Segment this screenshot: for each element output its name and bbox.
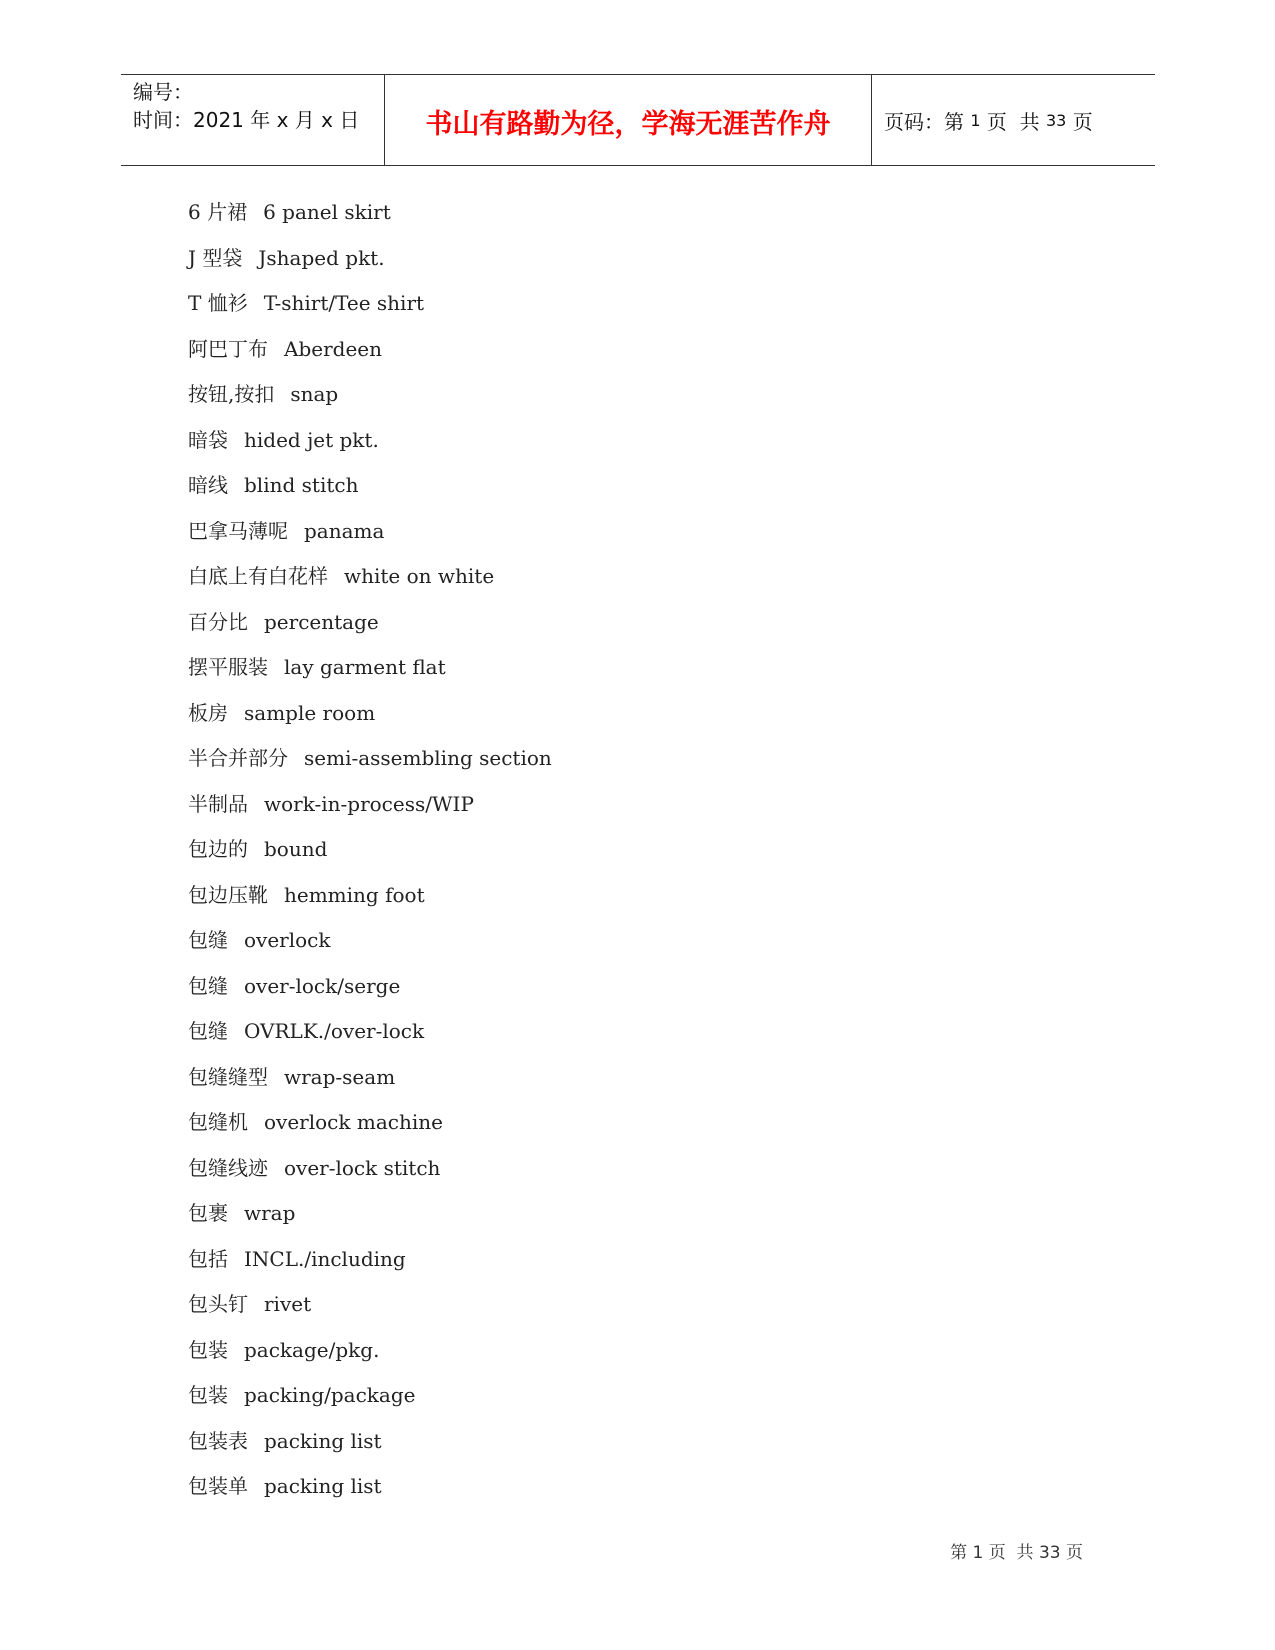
entry-chinese-term: 摆平服装	[188, 655, 268, 679]
entry-chinese-term: 白底上有白花样	[188, 564, 328, 588]
entry-english-term: overlock	[244, 928, 331, 952]
glossary-entry	[188, 281, 1088, 327]
glossary-entry	[188, 736, 1088, 782]
entry-chinese-term: 巴拿马薄呢	[188, 518, 288, 543]
entry-english-term: packing list	[264, 1428, 382, 1453]
entry-english-term: Jshaped pkt.	[258, 245, 385, 270]
glossary-entry	[188, 1419, 1088, 1465]
entry-english-term: overlock machine	[264, 1110, 443, 1134]
entry-english-term: wrap-seam	[284, 1064, 396, 1089]
entry-english-term: white on white	[344, 564, 495, 588]
entry-chinese-term: 包缝	[188, 928, 228, 952]
entry-chinese-term: 包装	[188, 1383, 228, 1407]
page-footer	[950, 1538, 1083, 1563]
footer-page-suffix: 页	[1060, 1543, 1083, 1563]
header-page-indicator	[872, 75, 1155, 165]
entry-chinese-term: 包缝缝型	[188, 1064, 268, 1089]
entry-chinese-term: 包缝	[188, 973, 228, 998]
entry-english-term: blind stitch	[244, 473, 359, 497]
entry-chinese-term: 包装单	[188, 1474, 248, 1498]
header-page-current: 1	[970, 110, 981, 130]
entry-english-term: hided jet pkt.	[244, 427, 379, 452]
entry-chinese-term: 包装	[188, 1337, 228, 1362]
glossary-entry	[188, 1464, 1088, 1510]
glossary-entry	[188, 827, 1088, 873]
glossary-entry	[188, 509, 1088, 555]
glossary-entry	[188, 1055, 1088, 1101]
entry-english-term: semi-assembling section	[304, 746, 552, 770]
entry-chinese-term: 包装表	[188, 1428, 248, 1453]
document-number-label: 编号：	[133, 80, 193, 104]
entry-english-term: panama	[304, 518, 385, 543]
entry-english-term: OVRLK./over-lock	[244, 1019, 425, 1043]
entry-english-term: work-in-process/WIP	[264, 791, 474, 816]
entry-english-term: package/pkg.	[244, 1337, 380, 1362]
entry-english-term: sample room	[244, 700, 376, 725]
entry-english-term: bound	[264, 837, 328, 861]
entry-chinese-term: T 恤衫	[188, 291, 248, 315]
glossary-entry	[188, 1328, 1088, 1374]
entry-chinese-term: 半合并部分	[188, 746, 288, 770]
header-motto: 书山有路勤为径，学海无涯苦作舟	[385, 75, 872, 165]
entry-english-term: hemming foot	[284, 882, 425, 907]
entry-english-term: rivet	[264, 1292, 312, 1316]
glossary-entry	[188, 645, 1088, 691]
entry-chinese-term: 包边压靴	[188, 882, 268, 907]
glossary-entry	[188, 1009, 1088, 1055]
glossary-entry	[188, 691, 1088, 737]
entry-english-term: over-lock stitch	[284, 1155, 441, 1180]
entry-chinese-term: 阿巴丁布	[188, 336, 268, 361]
header-meta	[121, 75, 385, 165]
entry-english-term: over-lock/serge	[244, 973, 401, 998]
entry-chinese-term: 包缝线迹	[188, 1155, 268, 1180]
entry-english-term: wrap	[244, 1201, 296, 1225]
entry-english-term: snap	[290, 382, 339, 406]
footer-page-prefix: 第	[950, 1543, 973, 1563]
glossary-entry	[188, 1282, 1088, 1328]
header-page-suffix: 页	[1066, 109, 1093, 134]
glossary-entry	[188, 782, 1088, 828]
header-page-middle: 页 共	[980, 109, 1046, 134]
entry-chinese-term: 按钮,按扣	[188, 382, 275, 406]
entry-chinese-term: 包边的	[188, 837, 248, 861]
footer-page-middle: 页 共	[983, 1543, 1039, 1563]
entry-english-term: packing/package	[244, 1383, 416, 1407]
entry-chinese-term: 包缝机	[188, 1110, 248, 1134]
glossary-entry	[188, 600, 1088, 646]
entry-english-term: lay garment flat	[284, 655, 446, 679]
glossary-entry	[188, 372, 1088, 418]
entry-chinese-term: 包裹	[188, 1201, 228, 1225]
glossary-entry	[188, 873, 1088, 919]
glossary-entry	[188, 1373, 1088, 1419]
glossary-entry	[188, 554, 1088, 600]
entry-chinese-term: 6 片裙	[188, 200, 248, 224]
entry-chinese-term: 包缝	[188, 1019, 228, 1043]
entry-chinese-term: 暗袋	[188, 427, 228, 452]
entry-chinese-term: 板房	[188, 700, 228, 725]
footer-page-total: 33	[1038, 1543, 1061, 1563]
glossary-entry	[188, 418, 1088, 464]
entry-chinese-term: 暗线	[188, 473, 228, 497]
glossary-entry	[188, 190, 1088, 236]
page-header	[121, 74, 1155, 166]
glossary-entry	[188, 1100, 1088, 1146]
glossary-entry	[188, 964, 1088, 1010]
entry-english-term: packing list	[264, 1474, 382, 1498]
glossary-entry	[188, 918, 1088, 964]
glossary-list	[188, 190, 1088, 1510]
footer-page-current: 1	[972, 1543, 984, 1563]
entry-english-term: T-shirt/Tee shirt	[263, 291, 425, 315]
glossary-entry	[188, 236, 1088, 282]
entry-chinese-term: 包括	[188, 1246, 228, 1271]
glossary-entry	[188, 1237, 1088, 1283]
entry-english-term: INCL./including	[244, 1246, 406, 1271]
header-page-total: 33	[1045, 110, 1067, 130]
glossary-entry	[188, 1191, 1088, 1237]
glossary-entry	[188, 327, 1088, 373]
header-page-prefix: 页码：第	[884, 109, 971, 134]
entry-english-term: Aberdeen	[284, 336, 382, 361]
entry-chinese-term: J 型袋	[188, 245, 243, 270]
glossary-entry	[188, 1146, 1088, 1192]
glossary-entry	[188, 463, 1088, 509]
entry-chinese-term: 半制品	[188, 791, 248, 816]
entry-english-term: 6 panel skirt	[263, 200, 391, 224]
entry-chinese-term: 百分比	[188, 609, 248, 634]
entry-chinese-term: 包头钉	[188, 1292, 248, 1316]
document-time-label: 时间：2021 年 x 月 x 日	[133, 108, 360, 132]
entry-english-term: percentage	[264, 609, 379, 634]
